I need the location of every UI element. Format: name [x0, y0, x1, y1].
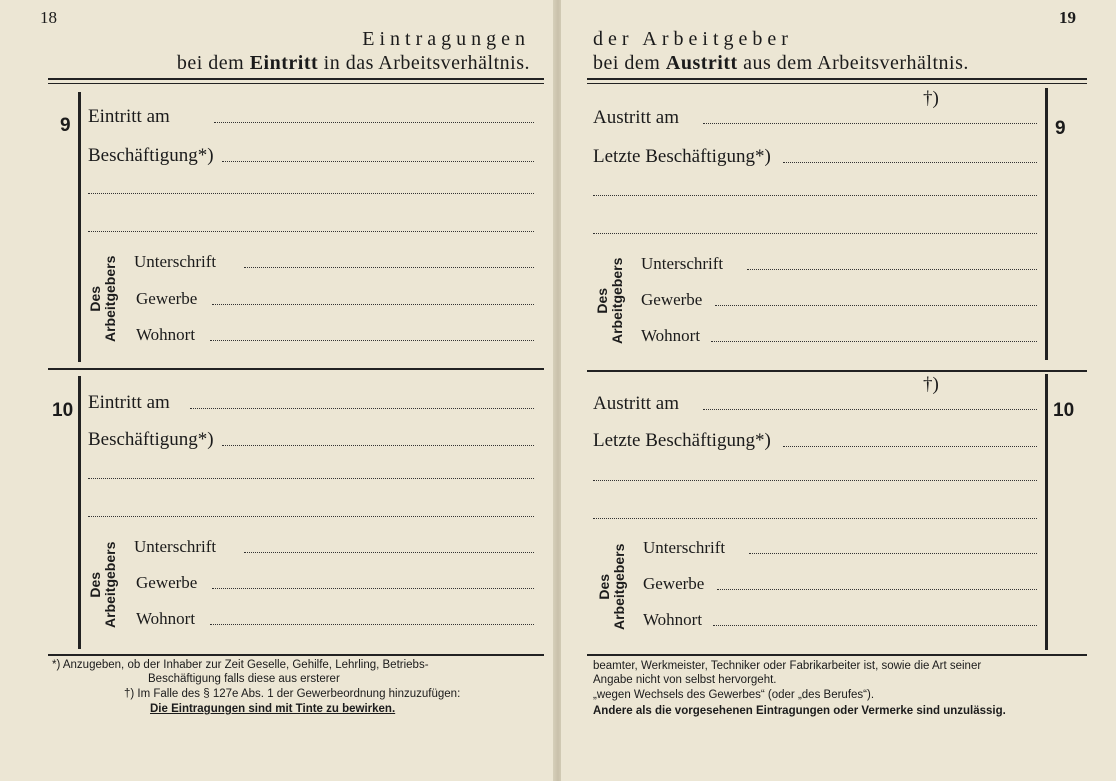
entry-border-left-10 [78, 376, 81, 649]
header-title-right: der Arbeitgeber [593, 28, 793, 50]
footnote-line: „wegen Wechsels des Gewerbes“ (oder „des Berufes“). [593, 689, 875, 701]
trade-label: Gewerbe [641, 290, 703, 309]
footer-rule-right [587, 654, 1087, 656]
header-rule-left-2 [48, 83, 544, 84]
page-number-left: 18 [40, 8, 57, 27]
residence-label: Wohnort [136, 325, 196, 344]
last-occupation-line-3[interactable] [593, 518, 1037, 519]
occupation-line-2[interactable] [88, 478, 534, 479]
footnote-line: Angabe nicht von selbst hervorgeht. [593, 674, 777, 686]
residence-label: Wohnort [136, 609, 196, 628]
entry-number: 9 [60, 115, 71, 136]
header-rule-right-2 [587, 83, 1087, 84]
residence-line[interactable] [210, 624, 534, 625]
occupation-line-2[interactable] [88, 193, 534, 194]
entry-number: 9 [1055, 118, 1066, 139]
entry-border-right-10 [1045, 374, 1048, 650]
ink-notice: Die Eintragungen sind mit Tinte zu bewirken. [150, 703, 396, 715]
employer-side-label: Des Arbeitgebers [596, 543, 627, 630]
employer-side-label: Des Arbeitgebers [87, 255, 118, 342]
exit-date-line[interactable] [703, 409, 1037, 410]
last-occupation-line-2[interactable] [593, 480, 1037, 481]
entry-number: 10 [1053, 400, 1075, 421]
signature-label: Unterschrift [641, 254, 724, 273]
employer-side-label: Des Arbeitgebers [87, 541, 118, 628]
signature-label: Unterschrift [134, 252, 217, 271]
header-rule-left [48, 78, 544, 80]
right-page [561, 0, 1116, 781]
header-subtitle-right: bei dem Austritt aus dem Arbeitsverhältnis. [593, 52, 969, 74]
footnote-line: beamter, Werkmeister, Techniker oder Fabrikarbeiter ist, sowie die Art seiner [593, 660, 982, 672]
residence-label: Wohnort [641, 326, 701, 345]
trade-line[interactable] [717, 589, 1037, 590]
occupation-label: Beschäftigung*) [88, 145, 214, 166]
trade-label: Gewerbe [136, 289, 198, 308]
signature-line[interactable] [244, 267, 534, 268]
employer-side-label: Des Arbeitgebers [594, 257, 625, 344]
trade-line[interactable] [212, 304, 534, 305]
last-occupation-line[interactable] [783, 162, 1037, 163]
footer-rule-left [48, 654, 544, 656]
entry-date-line[interactable] [190, 408, 534, 409]
signature-label: Unterschrift [134, 537, 217, 556]
signature-line[interactable] [244, 552, 534, 553]
footnote-line: *) Anzugeben, ob der Inhaber zur Zeit Geselle, Gehilfe, Lehrling, Betriebs- [52, 659, 429, 671]
page-number-right: 19 [1059, 8, 1076, 27]
header-rule-right [587, 78, 1087, 80]
occupation-line[interactable] [222, 161, 534, 162]
residence-line[interactable] [713, 625, 1037, 626]
signature-label: Unterschrift [643, 538, 726, 557]
occupation-label: Beschäftigung*) [88, 429, 214, 450]
last-occupation-line-2[interactable] [593, 195, 1037, 196]
last-occupation-line-3[interactable] [593, 233, 1037, 234]
trade-label: Gewerbe [136, 573, 198, 592]
trade-line[interactable] [715, 305, 1037, 306]
footnote-line: †) Im Falle des § 127e Abs. 1 der Gewerbeordnung hinzuzufügen: [124, 688, 461, 700]
occupation-line[interactable] [222, 445, 534, 446]
footnote-line: Beschäftigung falls diese aus ersterer [148, 673, 340, 685]
entry-date-label: Eintritt am [88, 106, 170, 127]
residence-line[interactable] [711, 341, 1037, 342]
signature-line[interactable] [747, 269, 1037, 270]
left-page [0, 0, 555, 781]
header-subtitle-left: bei dem Eintritt in das Arbeitsverhältnis. [176, 52, 530, 74]
occupation-line-3[interactable] [88, 231, 534, 232]
exit-date-label: Austritt am [593, 393, 680, 414]
entry-border-right-9 [1045, 88, 1048, 360]
entry-border-left-9 [78, 92, 81, 362]
exit-date-line[interactable] [703, 123, 1037, 124]
prohibition-notice: Andere als die vorgesehenen Eintragungen oder Vermerke sind unzulässig. [593, 705, 1006, 717]
last-occupation-label: Letzte Beschäftigung*) [593, 146, 771, 167]
dagger-mark: †) [923, 374, 939, 395]
last-occupation-line[interactable] [783, 446, 1037, 447]
entry-date-line[interactable] [214, 122, 534, 123]
residence-label: Wohnort [643, 610, 703, 629]
trade-label: Gewerbe [643, 574, 705, 593]
signature-line[interactable] [749, 553, 1037, 554]
entry-separator-right [587, 370, 1087, 372]
exit-date-label: Austritt am [593, 107, 680, 128]
last-occupation-label: Letzte Beschäftigung*) [593, 430, 771, 451]
occupation-line-3[interactable] [88, 516, 534, 517]
residence-line[interactable] [210, 340, 534, 341]
dagger-mark: †) [923, 88, 939, 109]
entry-date-label: Eintritt am [88, 392, 170, 413]
header-title-left: Eintragungen [362, 28, 530, 50]
entry-number: 10 [52, 400, 74, 421]
trade-line[interactable] [212, 588, 534, 589]
entry-separator-left [48, 368, 544, 370]
